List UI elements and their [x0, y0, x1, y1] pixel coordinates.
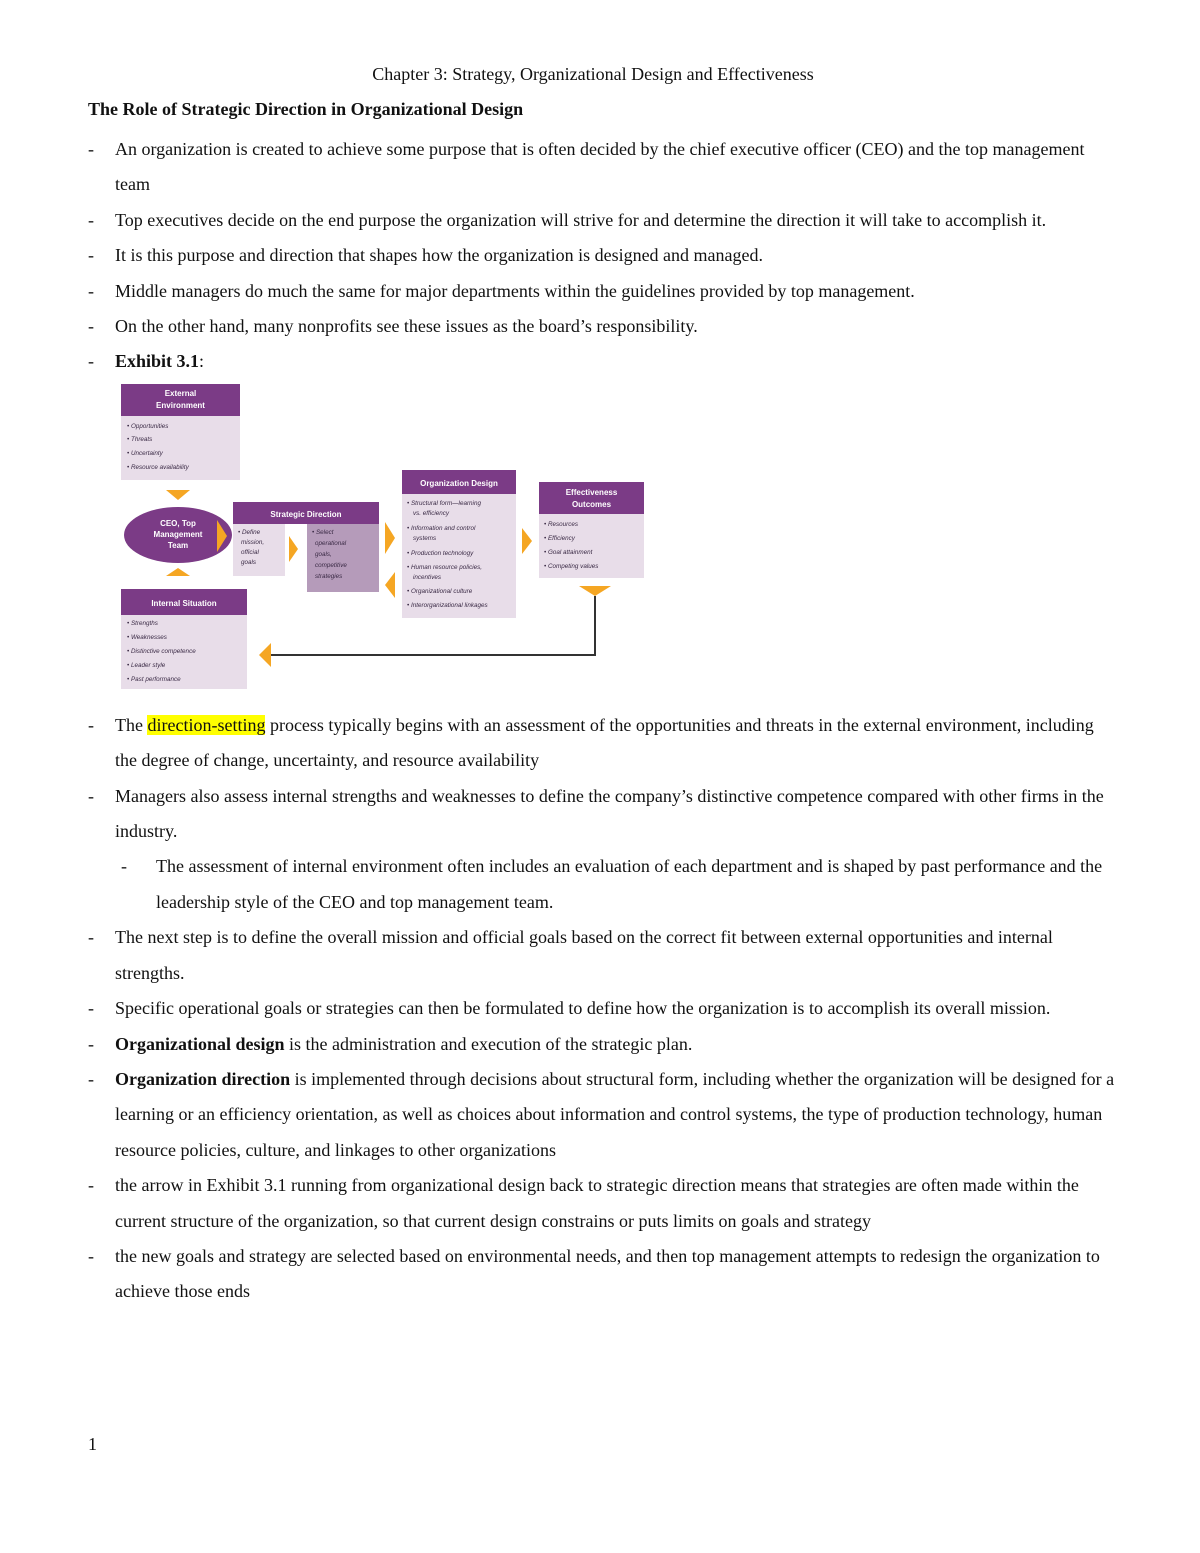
svg-text:Organization Design: Organization Design: [420, 478, 498, 488]
external-title-2: Environment: [156, 400, 205, 410]
bullet-dash: -: [88, 209, 94, 230]
svg-text:• Structural form—learning: • Structural form—learning: [407, 499, 481, 507]
svg-text:goals: goals: [241, 558, 257, 566]
down-arrow-icon: [166, 490, 190, 500]
list-item: - the arrow in Exhibit 3.1 running from organizational design back to strategic direction means that strategies are often made within the current structure of the organization, so that current design constrains or puts limits on goals and strategy: [88, 1175, 1079, 1231]
organization-design-box: [402, 470, 516, 618]
svg-text:• Interorganizational linkages: • Interorganizational linkages: [407, 601, 488, 609]
svg-text:• Organizational culture: • Organizational culture: [407, 587, 473, 595]
exhibit-diagram-svg: [121, 384, 681, 702]
svg-text:Outcomes: Outcomes: [571, 499, 612, 509]
bullet-dash: -: [88, 139, 94, 159]
page-header-title: Chapter 3: Strategy, Organizational Design and Effectiveness: [372, 64, 814, 84]
internal-item: • Distinctive competence: [127, 647, 196, 655]
list-item: - The direction-setting process typically begins with an assessment of the opportunities and threats in the external environment, including the degree of change, uncertainty, and resource availability: [88, 714, 1094, 771]
internal-item: • Weaknesses: [127, 633, 167, 641]
svg-text:Strategic Direction: Strategic Direction: [270, 509, 342, 519]
svg-text:Effectiveness: Effectiveness: [565, 487, 618, 497]
down-arrow-icon: [579, 586, 611, 596]
ceo-ellipse: [124, 507, 232, 563]
right-arrow-icon: [289, 536, 298, 562]
list-item: - Managers also assess internal strengths and weaknesses to define the company’s distinctive competence compared with other firms in the industry.: [88, 785, 1104, 842]
svg-text:• Production technology: • Production technology: [407, 549, 474, 557]
svg-text:• Human resource policies,: • Human resource policies,: [407, 563, 483, 571]
list-item: - Middle managers do much the same for major departments within the guidelines provided by top management.: [88, 274, 1118, 309]
list-item: - Organizational design is the administration and execution of the strategic plan.: [88, 1033, 693, 1054]
left-arrow-icon: [259, 643, 271, 667]
svg-text:• Select: • Select: [312, 528, 334, 536]
svg-text:Internal Situation: Internal Situation: [151, 598, 217, 608]
list-item: - Top executives decide on the end purpose the organization will strive for and determine the direction it will take to accomplish it.: [88, 203, 1118, 238]
right-arrow-icon: [385, 522, 395, 554]
svg-text:• Goal attainment: • Goal attainment: [544, 548, 593, 556]
exhibit-label: Exhibit 3.1: [115, 351, 200, 372]
svg-text:• Competing values: • Competing values: [544, 562, 599, 570]
list-item: - It is this purpose and direction that shapes how the organization is designed and managed.: [88, 238, 1118, 273]
svg-text:mission,: mission,: [241, 538, 265, 546]
external-item: • Threats: [127, 435, 153, 443]
external-item: • Uncertainty: [127, 449, 163, 457]
sub-list-item: - The assessment of internal environment often includes an evaluation of each department and is shaped by past performance and the leadership style of the CEO and top management team.: [121, 856, 1103, 912]
svg-text:• Resources: • Resources: [544, 520, 579, 528]
svg-text:Team: Team: [167, 540, 189, 550]
svg-text:official: official: [241, 548, 259, 556]
svg-text:CEO, Top: CEO, Top: [160, 518, 196, 528]
right-arrow-icon: [522, 528, 532, 554]
section-heading: The Role of Strategic Direction in Organizational Design: [88, 99, 524, 119]
strategic-direction-box: [233, 502, 379, 592]
highlighted-term: direction-setting: [147, 714, 266, 735]
exhibit-diagram: [121, 384, 681, 702]
internal-item: • Leader style: [127, 661, 166, 669]
bullet-dash: -: [88, 316, 94, 337]
exhibit-label-item: - Exhibit 3.1:: [88, 344, 1118, 379]
external-item: • Opportunities: [127, 422, 169, 430]
left-arrow-icon: [385, 572, 395, 598]
svg-text:• Efficiency: • Efficiency: [544, 534, 575, 542]
internal-item: • Strengths: [127, 619, 158, 627]
external-title-1: External: [164, 388, 197, 398]
svg-text:systems: systems: [413, 534, 437, 542]
internal-situation-box: [121, 589, 247, 689]
list-item: - the new goals and strategy are selected based on environmental needs, and then top management attempts to redesign the organization to achieve those ends: [88, 1245, 1100, 1302]
svg-text:Management: Management: [153, 529, 203, 539]
page-number: 1: [88, 1434, 97, 1454]
svg-text:competitive: competitive: [315, 561, 347, 569]
external-environment-box: [121, 384, 240, 480]
list-item: - On the other hand, many nonprofits see these issues as the board’s responsibility.: [88, 309, 1118, 344]
svg-text:strategies: strategies: [315, 572, 343, 580]
list-item: - Organization direction is implemented through decisions about structural form, including whether the organization will be designed for a learning or an efficiency orientation, as well as choices about information and control systems, the type of production technology, human resource policies, culture, and linkages to other organizations: [88, 1068, 1115, 1160]
svg-text:• Information and control: • Information and control: [407, 524, 476, 532]
bullet-dash: -: [88, 351, 94, 372]
svg-text:vs. efficiency: vs. efficiency: [413, 509, 450, 517]
external-item: • Resource availability: [127, 463, 189, 471]
list-item: - Specific operational goals or strategies can then be formulated to define how the organization is to accomplish its overall mission.: [88, 998, 1051, 1019]
bullet-dash: -: [88, 280, 94, 301]
svg-text:incentives: incentives: [413, 573, 442, 581]
bullet-dash: -: [88, 245, 94, 266]
svg-text:goals,: goals,: [315, 550, 332, 558]
list-item: - An organization is created to achieve some purpose that is often decided by the chief executive officer (CEO) and the top management team: [88, 132, 1118, 203]
bullet-list: [88, 132, 1118, 1310]
svg-text:operational: operational: [315, 539, 347, 547]
up-arrow-icon: [166, 568, 190, 576]
internal-item: • Past performance: [127, 675, 181, 683]
svg-text:• Define: • Define: [238, 528, 261, 536]
list-item: - The next step is to define the overall mission and official goals based on the correct fit between external opportunities and internal strengths.: [88, 927, 1053, 983]
effectiveness-outcomes-box: [539, 482, 644, 578]
